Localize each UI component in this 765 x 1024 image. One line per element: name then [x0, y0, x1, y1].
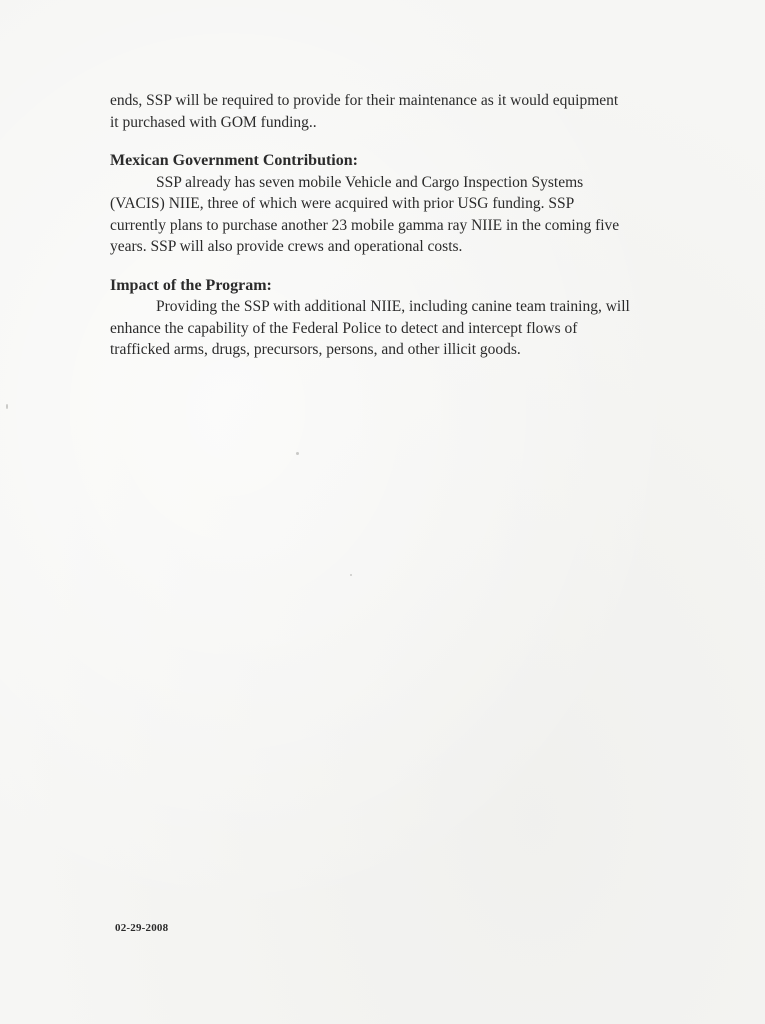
- impact-section: [110, 275, 710, 361]
- contribution-heading: Mexican Government Contribution:: [110, 152, 358, 169]
- impact-line: enhance the capability of the Federal Police to detect and intercept flows of: [110, 319, 578, 337]
- impact-heading: Impact of the Program:: [110, 276, 272, 294]
- impact-line: trafficked arms, drugs, precursors, persons, and other illicit goods.: [110, 341, 521, 358]
- intro-paragraph: [110, 90, 710, 133]
- intro-line: it purchased with GOM funding..: [110, 113, 317, 131]
- contribution-line: years. SSP will also provide crews and operational costs.: [110, 238, 463, 255]
- impact-line: Providing the SSP with additional NIIE, including canine team training, will: [156, 298, 630, 315]
- scan-speck: [296, 452, 299, 455]
- impact-paragraph: [110, 296, 710, 361]
- contribution-line: (VACIS) NIIE, three of which were acquired with prior USG funding. SSP: [110, 195, 575, 212]
- scan-speck: [6, 404, 8, 409]
- footer-date: 02-29-2008: [115, 922, 169, 934]
- contribution-line: SSP already has seven mobile Vehicle and Cargo Inspection Systems: [156, 173, 584, 191]
- contribution-paragraph: [110, 172, 710, 258]
- contribution-section: [110, 150, 710, 258]
- contribution-line: currently plans to purchase another 23 mobile gamma ray NIIE in the coming five: [110, 216, 620, 234]
- intro-line: ends, SSP will be required to provide for their maintenance as it would equipment: [110, 92, 619, 109]
- document-body: [110, 90, 710, 361]
- scan-speck: [350, 574, 352, 576]
